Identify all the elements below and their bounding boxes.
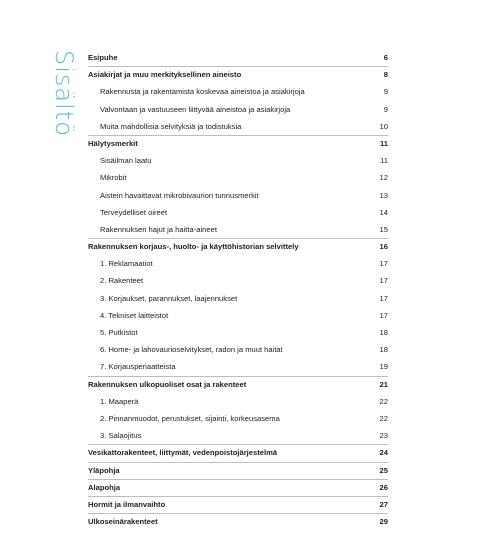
toc-entry-title: Yläpohja — [88, 465, 120, 475]
toc-subsection-entry[interactable] — [88, 152, 388, 169]
toc-subsection-entry[interactable] — [88, 410, 388, 427]
toc-subsection-entry[interactable] — [88, 101, 388, 118]
toc-subsection-entry[interactable] — [88, 358, 388, 375]
toc-subsection-entry[interactable] — [88, 255, 388, 272]
toc-entry-title: Alapohja — [88, 482, 121, 492]
toc-entry-title: Aistein havaittavat mikrobivaurion tunnusmerkit — [100, 190, 259, 200]
toc-entry-page-number: 21 — [379, 379, 388, 389]
toc-section-entry[interactable] — [88, 50, 388, 66]
toc-subsection-entry[interactable] — [88, 221, 388, 238]
toc-entry-title: Esipuhe — [88, 53, 118, 62]
toc-subsection-entry[interactable] — [88, 290, 388, 307]
page-title: Sisältö — [50, 50, 78, 137]
toc-subsection-entry[interactable] — [88, 187, 388, 204]
toc-subsection-entry[interactable] — [88, 83, 388, 100]
toc-entry-page-number: 17 — [379, 310, 388, 320]
toc-subsection-entry[interactable] — [88, 118, 388, 135]
toc-subsection-entry[interactable] — [88, 307, 388, 324]
toc-subsection-entry[interactable] — [88, 341, 388, 358]
toc-entry-title: Mikrobit — [100, 173, 127, 183]
toc-entry-title: 5. Putkistot — [100, 328, 138, 337]
toc-entry-page-number: 17 — [379, 293, 388, 303]
toc-entry-title: 2. Pinnanmuodot, perustukset, sijainti, korkeusasema — [100, 413, 280, 423]
toc-entry-page-number: 17 — [379, 259, 388, 269]
toc-section-entry[interactable] — [88, 444, 388, 461]
toc-entry-title: Muita mahdollisia selvityksiä ja todistuksia — [100, 121, 242, 131]
toc-entry-title: 7. Korjausperiaatteista — [100, 362, 176, 372]
toc-entry-title: 2. Rakenteet — [100, 276, 144, 286]
toc-section-entry[interactable] — [88, 376, 388, 393]
toc-entry-title: Valvontaan ja vastuuseen liittyvää aineistoa ja asiakirjoja — [100, 104, 291, 114]
toc-entry-title: 1. Reklamaatiot — [100, 259, 153, 269]
toc-entry-title: Hormit ja ilmanvaihto — [88, 499, 166, 509]
toc-entry-title: 6. Home- ja lahovaurioselvitykset, radon ja muut haitat — [100, 345, 283, 355]
toc-entry-page-number: 9 — [383, 104, 388, 114]
toc-entry-title: Rakennuksen korjaus-, huolto- ja käyttöhistorian selvittely — [88, 242, 299, 252]
toc-subsection-entry[interactable] — [88, 204, 388, 221]
toc-entry-page-number: 11 — [380, 156, 388, 166]
toc-entry-title: Vesikattorakenteet, liittymät, vedenpoistojärjestelmä — [88, 448, 278, 458]
toc-entry-page-number: 12 — [379, 173, 388, 183]
toc-entry-page-number: 8 — [383, 70, 388, 80]
toc-entry-page-number: 13 — [379, 190, 388, 200]
toc-section-entry[interactable] — [88, 238, 388, 255]
toc-entry-page-number: 23 — [379, 431, 388, 441]
toc-entry-page-number: 18 — [379, 345, 388, 355]
toc-subsection-entry[interactable] — [88, 393, 388, 410]
toc-entry-title: Rakennuksen hajut ja haitta-aineet — [100, 224, 217, 234]
toc-subsection-entry[interactable] — [88, 427, 388, 444]
toc-entry-title: 3. Korjaukset, parannukset, laajennukset — [100, 293, 238, 303]
toc-entry-title: Terveydelliset oireet — [100, 207, 168, 217]
toc-section-entry[interactable] — [88, 496, 388, 513]
toc-entry-page-number: 27 — [379, 499, 388, 509]
toc-entry-page-number: 15 — [379, 224, 388, 234]
toc-entry-page-number: 18 — [379, 328, 388, 337]
toc-entry-page-number: 9 — [383, 87, 388, 97]
toc-entry-title: Rakennuksen ulkopuoliset osat ja rakenteet — [88, 379, 247, 389]
toc-section-entry[interactable] — [88, 462, 388, 479]
toc-entry-page-number: 11 — [379, 138, 388, 148]
toc-entry-page-number: 14 — [379, 207, 388, 217]
toc-entry-title: Asiakirjat ja muu merkityksellinen aineisto — [88, 70, 242, 80]
toc-entry-page-number: 25 — [379, 465, 388, 475]
toc-entry-title: Ulkoseinärakenteet — [88, 517, 158, 527]
toc-entry-title: Sisäilman laatu — [100, 156, 152, 166]
toc-entry-page-number: 22 — [379, 396, 388, 406]
toc-section-entry[interactable] — [88, 513, 388, 530]
toc-entry-page-number: 19 — [379, 362, 388, 372]
toc-entry-page-number: 29 — [379, 517, 388, 527]
toc-subsection-entry[interactable] — [88, 272, 388, 289]
toc-entry-page-number: 17 — [379, 276, 388, 286]
toc-subsection-entry[interactable] — [88, 169, 388, 186]
table-of-contents — [88, 50, 388, 530]
toc-section-entry[interactable] — [88, 479, 388, 496]
toc-section-entry[interactable] — [88, 135, 388, 152]
page-title-vertical — [52, 50, 76, 170]
toc-entry-title: 4. Tekniset laitteistot — [100, 310, 169, 320]
toc-entry-page-number: 24 — [379, 448, 388, 458]
toc-entry-page-number: 26 — [379, 482, 388, 492]
toc-subsection-entry[interactable] — [88, 324, 388, 341]
toc-section-entry[interactable] — [88, 66, 388, 83]
toc-entry-page-number: 16 — [379, 242, 388, 252]
toc-entry-page-number: 22 — [379, 413, 388, 423]
toc-entry-page-number: 6 — [383, 53, 388, 62]
toc-entry-title: 1. Maaperä — [100, 396, 139, 406]
toc-entry-title: Hälytysmerkit — [88, 138, 138, 148]
toc-entry-title: 3. Salaojitus — [100, 431, 142, 441]
toc-entry-title: Rakennusta ja rakentamista koskevaa aineistoa ja asiakirjoja — [100, 87, 305, 97]
toc-entry-page-number: 10 — [379, 121, 388, 131]
